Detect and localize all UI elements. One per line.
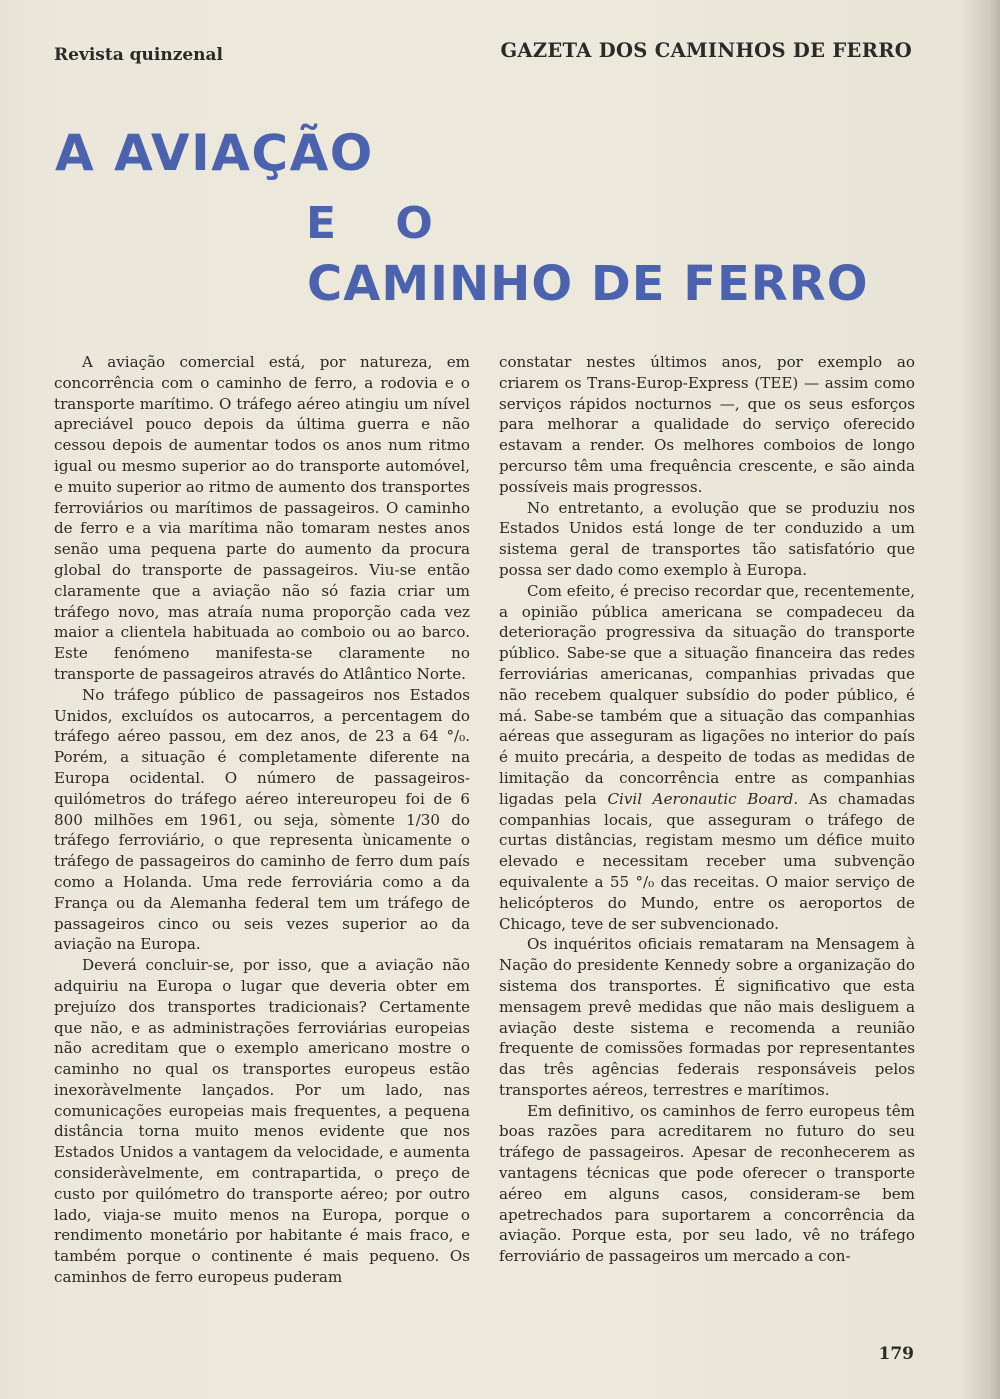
article-paragraph: Os inquéritos oficiais remataram na Mensagem à Nação do presidente Kennedy sobre a organização do sistema dos transportes. É significativo que esta mensagem prevê medidas que não mais desliguem a aviação deste sistema e recomenda a reunião frequente de comissões formadas por representantes das três agências federais responsáveis pelos transportes aéreos, terrestres e marítimos. <box>499 935 915 1099</box>
article-title-line-2: E O <box>306 198 455 249</box>
article-paragraph: No entretanto, a evolução que se produziu nos Estados Unidos está longe de ter conduzido a um sistema geral de transportes tão satisfatório que possa ser dado como exemplo à Europa. <box>499 498 915 579</box>
article-title-line-3: CAMINHO DE FERRO <box>307 256 869 312</box>
article-column-left <box>54 352 470 1288</box>
paragraph-text: . As chamadas companhias locais, que asseguram o tráfego de curtas distâncias, registam mesmo um défice muito elevado e necessitam receber uma subvenção equivalente a 55 °/₀ das receitas. O maior serviço de helicópteros do Mundo, entre os aeroportos de Chicago, teve de ser subvencionado. <box>499 789 915 933</box>
article-paragraph: Deverá concluir-se, por isso, que a aviação não adquiriu na Europa o lugar que deveria obter em prejuízo dos transportes tradicionais? Certamente que não, e as administrações ferroviárias europeias não acreditam que o exemplo americano mostre o caminho no qual os transportes europeus estão inexoràvelmente lançados. Por um lado, nas comunicações europeias mais frequentes, a pequena distância torna muito menos evidente que nos Estados Unidos a vantagem da velocidade, e aumenta consideràvelmente, em contrapartida, o preço de custo por quilómetro do transporte aéreo; por outro lado, viaja-se muito menos na Europa, porque o rendimento monetário por habitante é mais fraco, e também porque o continente é mais pequeno. Os caminhos de ferro europeus puderam <box>54 956 470 1287</box>
page-number: 179 <box>878 1344 914 1364</box>
article-paragraph <box>499 581 915 935</box>
article-title-line-1: A AVIAÇÃO <box>55 124 374 182</box>
header-publication-title: GAZETA DOS CAMINHOS DE FERRO <box>500 39 912 62</box>
article-paragraph: Em definitivo, os caminhos de ferro europeus têm boas razões para acreditarem no futuro do seu tráfego de passageiros. Apesar de reconhecerem as vantagens técnicas que pode oferecer o transporte aéreo em alguns casos, consideram-se bem apetrechados para suportarem a concorrência da aviação. Porque esta, por seu lado, vê no tráfego ferroviário de passageiros um mercado a con- <box>499 1101 915 1266</box>
article-paragraph: A aviação comercial está, por natureza, em concorrência com o caminho de ferro, a rodovia e o transporte marítimo. O tráfego aéreo atingiu um nível apreciável pouco depois da última guerra e não cessou depois de aumentar todos os anos num ritmo igual ou mesmo superior ao do transporte automóvel, e muito superior ao ritmo de aumento dos transportes ferroviários ou marítimos de passageiros. O caminho de ferro e a via marítima não tomaram nestes anos senão uma pequena parte do aumento da procura global do transporte de passageiros. Viu-se então claramente que a aviação não só fazia criar um tráfego novo, mas atraía numa proporção cada vez maior a clientela habituada ao comboio ou ao barco. Este fenómeno manifesta-se claramente no transporte de passageiros através do Atlântico Norte. <box>54 353 470 683</box>
italic-organization-name: Civil Aeronautic Board <box>607 789 794 808</box>
article-column-right <box>499 352 915 1267</box>
header-periodicity: Revista quinzenal <box>54 45 224 65</box>
paragraph-text: Com efeito, é preciso recordar que, recentemente, a opinião pública americana se compadeceu da deterioração progressiva da situação do transporte público. Sabe-se que a situação financeira das redes ferroviárias americanas, companhias privadas que não recebem qualquer subsídio do poder público, é má. Sabe-se também que a situação das companhias aéreas que asseguram as ligações no interior do país é muito precária, a despeito de todas as medidas de limitação da concorrência entre as companhias ligadas pela <box>499 581 915 808</box>
article-paragraph: No tráfego público de passageiros nos Estados Unidos, excluídos os autocarros, a percentagem do tráfego aéreo passou, em dez anos, de 23 a 64 °/₀. Porém, a situação é completamente diferente na Europa ocidental. O número de passageiros-quilómetros do tráfego aéreo intereuropeu foi de 6 800 milhões em 1961, ou seja, sòmente 1/30 do tráfego ferroviário, o que representa ùnicamente o tráfego de passageiros do caminho de ferro dum país como a Holanda. Uma rede ferroviária como a da França ou da Alemanha federal tem um tráfego de passageiros cinco ou seis vezes superior ao da aviação na Europa. <box>54 685 470 954</box>
article-paragraph: constatar nestes últimos anos, por exemplo ao criarem os Trans-Europ-Express (TEE) — assim como serviços rápidos nocturnos —, que os seus esforços para melhorar a qualidade do serviço oferecido estavam a render. Os melhores comboios de longo percurso têm uma frequência crescente, e são ainda possíveis mais progressos. <box>499 353 915 496</box>
